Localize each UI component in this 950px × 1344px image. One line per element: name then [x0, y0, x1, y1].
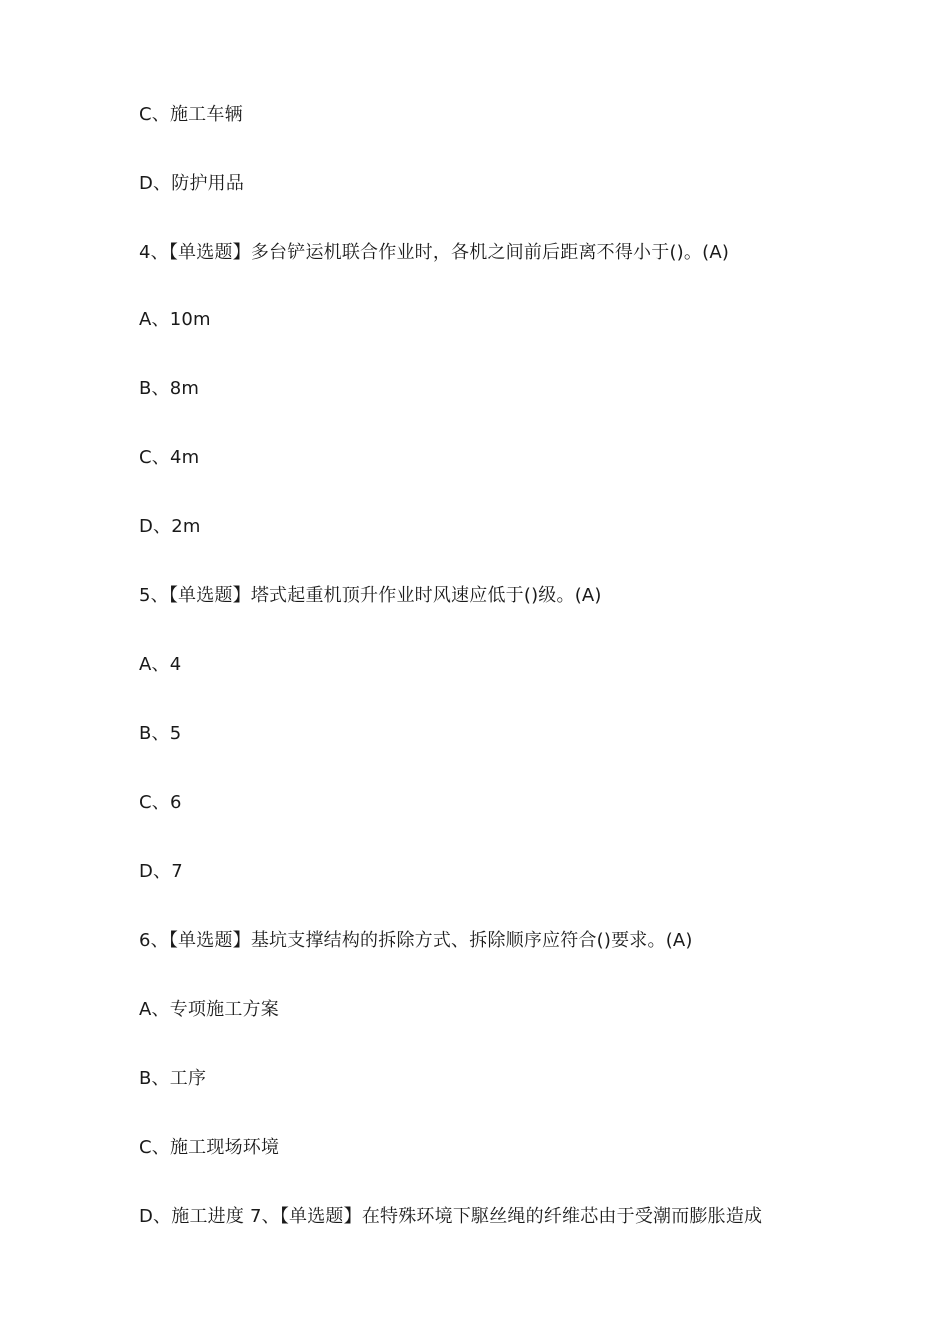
option-c-q4: C、4m — [139, 447, 200, 468]
option-c-q5: C、6 — [139, 792, 182, 813]
option-c-q3: C、施工车辆 — [139, 104, 243, 125]
option-c-q6: C、施工现场环境 — [139, 1137, 280, 1158]
question-4: 4、【单选题】多台铲运机联合作业时，各机之间前后距离不得小于()。(A) — [139, 242, 730, 263]
option-d-q4: D、2m — [139, 516, 201, 537]
option-a-q5: A、4 — [139, 654, 182, 675]
option-a-q6: A、专项施工方案 — [139, 999, 279, 1020]
option-d-q6-question-7: D、施工进度 7、【单选题】在特殊环境下駆丝绳的纤维芯由于受潮而膨胀造成 — [139, 1206, 763, 1227]
question-6: 6、【单选题】基坑支撑结构的拆除方式、拆除顺序应符合()要求。(A) — [139, 930, 693, 951]
option-b-q4: B、8m — [139, 378, 200, 399]
option-b-q5: B、5 — [139, 723, 182, 744]
option-a-q4: A、10m — [139, 309, 211, 330]
question-5: 5、【单选题】塔式起重机顶升作业时风速应低于()级。(A) — [139, 585, 602, 606]
option-d-q5: D、7 — [139, 861, 183, 882]
option-b-q6: B、工序 — [139, 1068, 207, 1089]
option-d-q3: D、防护用品 — [139, 173, 245, 194]
